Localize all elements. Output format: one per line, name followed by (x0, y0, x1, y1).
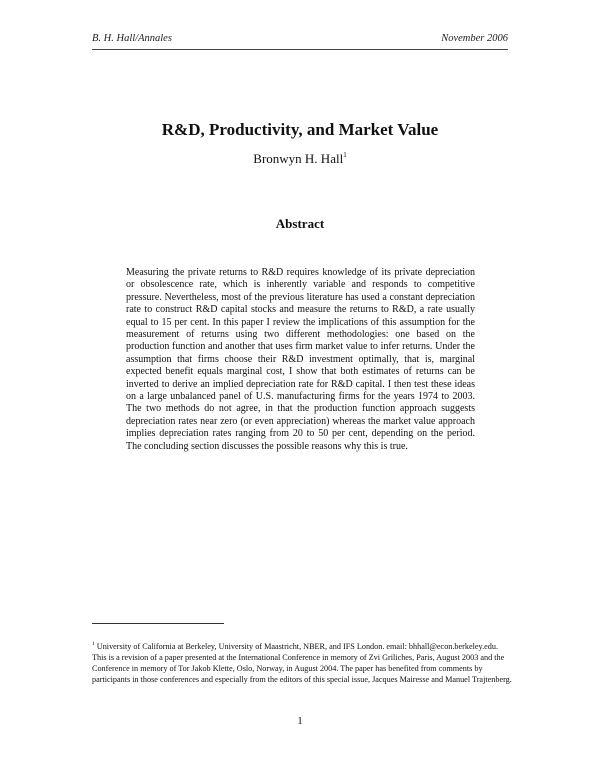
header-right: November 2006 (441, 33, 508, 44)
author-name: Bronwyn H. Hall (253, 151, 344, 166)
abstract-text: Measuring the private returns to R&D requires knowledge of its private depreciation or obsolescence rate, which is inherently variable and responds to competitive pressure. Nevertheless, most of the previous literature has used a constant depreciation rate to construct R&D capital stocks and measure the returns to R&D, a rate usually equal to 15 per cent. In this paper I review the implications of this assumption for the measurement of returns using two different methodologies: one based on the production function and another that uses firm market value to infer returns. Under the assumption that firms choose their R&D investment optimally, that is, marginal expected benefit equals marginal cost, I show that both estimates of returns can be inverted to derive an implied depreciation rate for R&D capital. I then test these ideas on a large unbalanced panel of U.S. manufacturing firms for the years 1974 to 2003. The two methods do not agree, in that the production function approach suggests depreciation rates near zero (or even appreciation) whereas the market value approach implies depreciation rates ranging from 20 to 50 per cent, depending on the period. The concluding section discusses the possible reasons why this is true. (126, 267, 475, 452)
header-divider (92, 49, 508, 50)
running-header (92, 33, 508, 44)
page-number: 1 (297, 715, 303, 727)
footnote-text: University of California at Berkeley, University of Maastricht, NBER, and IFS London. email: bhhall@econ.berkeley.edu. This is a revision of a paper presented at the International Conference in memory of Zvi Griliches, Paris, August 2003 and the Conference in memory of Tor Jakob Klette, Oslo, Norway, in August 2004. The paper has benefited from comments by participants in those conferences and especially from the editors of this special issue, Jacques Mairesse and Manuel Trajtenberg. (92, 642, 512, 684)
paper-title: R&D, Productivity, and Market Value (161, 120, 439, 139)
author-footnote-mark: 1 (343, 151, 347, 159)
footnote-divider (92, 623, 224, 624)
footnote (92, 639, 512, 685)
header-left: B. H. Hall/Annales (92, 33, 172, 44)
footnote-mark: 1 (92, 641, 95, 647)
author-line (0, 151, 600, 167)
abstract-heading: Abstract (275, 216, 325, 231)
